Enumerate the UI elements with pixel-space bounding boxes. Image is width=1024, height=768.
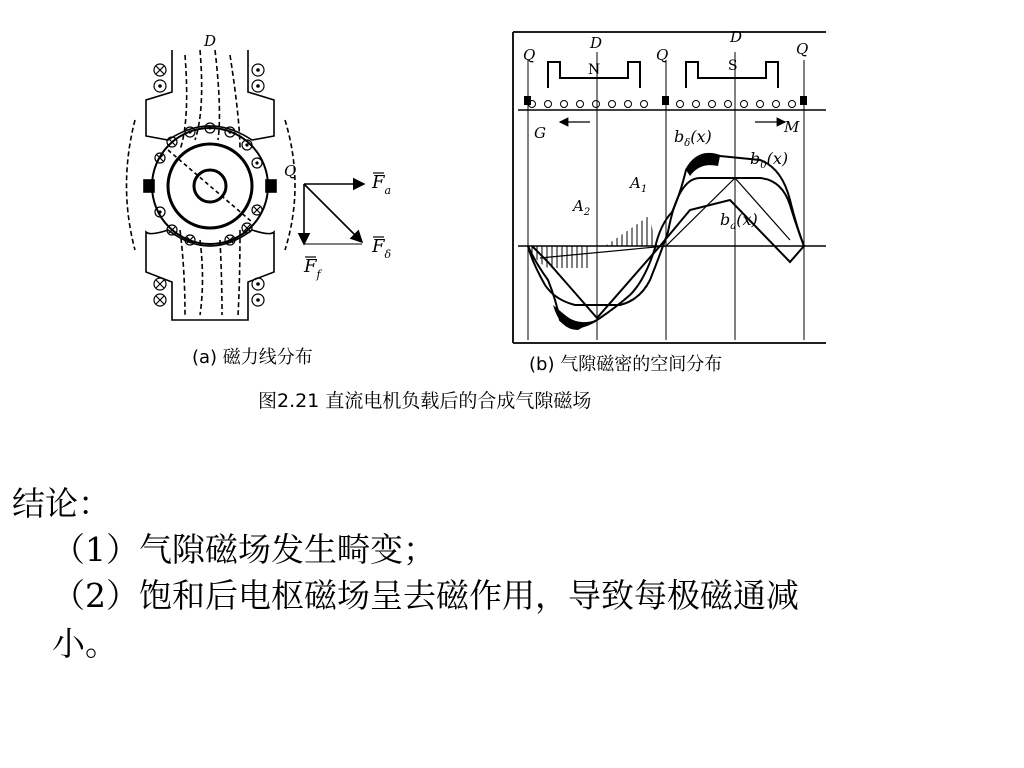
conclusion-item-1: （1）气隙磁场发生畸变； xyxy=(52,530,436,569)
label-fa: $F_a$ xyxy=(372,172,392,197)
label-m: M xyxy=(784,118,800,136)
caption-a: (a) 磁力线分布 xyxy=(192,347,313,368)
label-q1: Q xyxy=(523,46,536,64)
label-n: N xyxy=(588,62,601,78)
label-s: S xyxy=(728,58,738,74)
label-q-left: Q xyxy=(284,162,297,180)
flux-density-diagram xyxy=(513,32,826,343)
conclusion-item-2-cont: 小。 xyxy=(52,624,118,663)
label-q2: Q xyxy=(656,46,669,64)
conclusion-item-2: （2）饱和后电枢磁场呈去磁作用，导致每极磁通减 xyxy=(52,576,799,615)
caption-b: (b) 气隙磁密的空间分布 xyxy=(529,354,723,375)
label-fs: $F_\delta$ xyxy=(372,236,392,261)
label-a2: $A_2$ xyxy=(573,197,591,218)
label-b0: $b_0(x)$ xyxy=(750,149,789,171)
label-g: G xyxy=(534,124,546,142)
field-line-diagram xyxy=(127,50,296,320)
label-a1: $A_1$ xyxy=(630,174,648,195)
conclusion-heading: 结论： xyxy=(12,484,111,523)
label-q3: Q xyxy=(796,40,809,58)
label-d-left: D xyxy=(204,32,217,50)
figure-title: 图2.21 直流电机负载后的合成气隙磁场 xyxy=(258,390,592,412)
label-ff: $F_f$ xyxy=(304,256,321,281)
label-d2: D xyxy=(730,28,743,46)
label-ba: $b_a(x)$ xyxy=(720,210,758,232)
label-bs: $b_\delta(x)$ xyxy=(674,127,712,149)
force-vector-diagram xyxy=(304,184,364,244)
label-d1: D xyxy=(590,34,603,52)
